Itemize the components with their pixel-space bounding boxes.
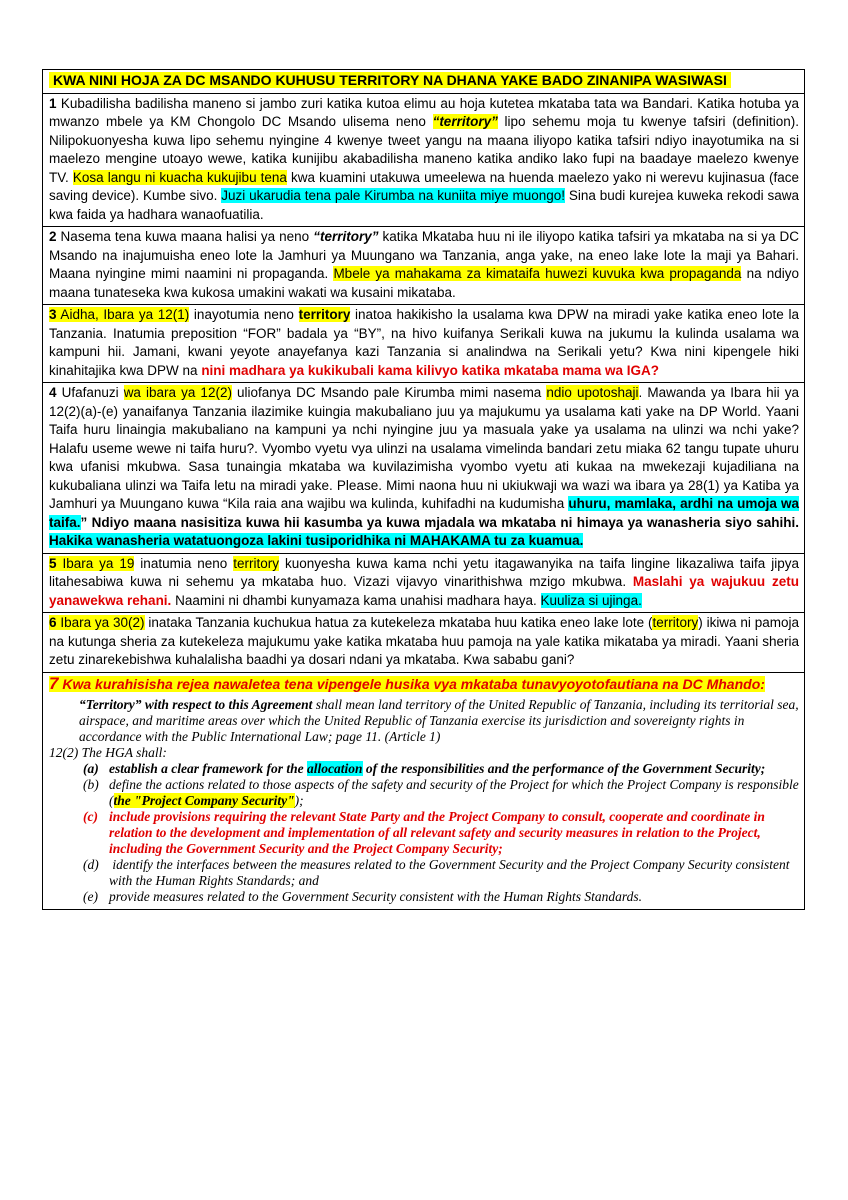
text: Kubadilisha badilisha maneno si jambo zuri katika kutoa elimu au hoja kutetea mkataba tata wa Bandari. Katika hotuba ya mwanzo mbele ya KM Chongolo DC Msando ulisema neno [49,95,799,129]
highlight-cyan: Juzi ukarudia tena pale Kirumba na kuniita miye muongo! [221,188,565,203]
text: define the actions related to those aspects of the safety and security of the Project for which the Project Company is responsible ( [109,777,799,808]
text: katika Mkataba huu ni ile iliyopo katika tafsiri ya mkataba na si ya DC Msando na inajumuisha eneo lote la Jamhuri ya Muungano wa Tanzania, anga yake, na eneo lake lote la maji ya Bahari. Maana nyingine mimi naamini ni propaganda. [49,229,799,281]
clause-label: (d) [83,857,99,872]
text: . Mawanda ya Ibara hii ya 12(2)(a)-(e) yanaifanya Tanzania ilazimike kuingia makubaliano juu ya majukumu ya usalama kati yake na DP World. Yaani Taifa huru linaingia makubaliano na kampuni ya nchi nyingine juu ya masuala yake ya usalama na ulinzi wa nchi yake? Halafu useme wewe ni taifa huru?. Vyombo vyetu vya ulinzi na usalama vimelinda bandari zetu miaka 62 tangu tupate uhuru kwa ufanisi mkubwa. Sasa tunaingia mkataba wa kuvilazimisha vyombo vyetu ati kukaa na mwekezaji kujadiliana na kukubaliana ulinzi wa Taifa letu na miradi yake. Please. Mimi naona huu ni ukiukwaji wa wazi wa ibara ya 28(1) ya Katiba ya Jamhuri ya Muungano kuwa “Kila raia ana wajibu wa kulinda, kuhifadhi na kudumisha [49,385,799,511]
clause-label: (a) [83,761,99,776]
highlight-yellow: Ibara ya 19 [56,555,135,571]
text: inayotumia neno [189,307,299,322]
text: identify the interfaces between the measures related to the Government Security and the Project Company Security consistent with the Human Rights Standards; and [109,857,790,888]
point-row-7 [43,672,805,910]
highlight-yellow: ndio upotoshaji [546,385,639,400]
text: include provisions requiring the relevant State Party and the Project Company to consult, cooperate and coordinate in relation to the development and implementation of all relevant safety and security measures in relation to the Project, including the Government Security and the Project Company Security; [109,809,765,856]
point-row-4 [43,383,805,554]
point-cell-4 [43,383,805,554]
point-cell-1 [43,93,805,227]
point-cell-2 [43,227,805,305]
highlight-cyan: allocation [307,761,363,776]
text: Ufafanuzi [56,385,124,400]
point-number: 7 [49,673,59,693]
clause-label: (e) [83,889,98,904]
argument-table [42,69,805,910]
territory-definition [49,697,799,745]
term-territory: territory [652,615,699,630]
term-territory: “territory” [432,114,498,129]
text: establish a clear framework for the [109,761,307,776]
point-number: 2 [49,229,57,244]
red-emphasis: Maslahi ya wajukuu zetu yanawekwa rehani. [49,574,800,608]
document-title: KWA NINI HOJA ZA DC MSANDO KUHUSU TERRITORY NA DHANA YAKE BADO ZINANIPA WASIWASI [49,72,731,88]
highlight-cyan: uhuru, mamlaka, ardhi na umoja wa taifa. [49,496,800,530]
point-row-3 [43,305,805,383]
row7-heading [49,673,765,693]
text: kwa kuamini utakuwa umeelewa na huenda maelezo yako ni werevu kujinasua (face saving device). Kumbe sivo. [49,169,799,203]
clause-a [49,761,799,777]
point-number: 5 [49,555,57,571]
highlight-yellow: Aidha, Ibara ya 12(1) [56,307,190,322]
document-page [42,69,805,910]
highlight-cyan: Kuuliza si ujinga. [540,592,642,608]
text: kuonyesha kuwa kama nchi yetu itagawanyika na taifa lingine likazaliwa taifa jipya litahesabiwa kuwa ni sehemu ya mkataba huo. Vizazi vijavyo vinarithishwa mzigo mkubwa. [49,555,800,589]
text: inatumia neno [134,555,234,571]
point-number: 1 [49,95,57,111]
red-emphasis: nini madhara ya kukikubali kama kilivyo katika mkataba mama wa IGA? [201,362,660,378]
bold-text: ” Ndiyo maana nasisitiza kuwa hii kasumba ya kuwa mjadala wa mkataba ni himaya ya wanasheria siyo sahihi. [80,514,799,530]
title-cell [43,70,805,94]
text: Naamini ni dhambi kunyamaza kama unahisi madhara haya. [171,592,541,608]
term-territory: territory [233,555,280,571]
point-number: 6 [49,615,57,630]
term-territory: “territory” [313,229,379,244]
text: of the responsibilities and the performance of the Government Security; [362,761,766,776]
point-cell-7 [43,672,805,910]
text: provide measures related to the Government Security consistent with the Human Rights Standards. [109,889,643,904]
clause-c [49,809,799,857]
text: Sina budi kurejea kuweka rekodi sawa kwa faida ya hadhara wanaofuatilia. [49,188,799,222]
text: na ndiyo maana tunateseka kwa kukosa umakini wakati wa kusaini mikataba. [49,266,799,300]
point-row-2 [43,227,805,305]
highlight-yellow: the "Project Company Security" [113,793,295,808]
text: Kwa kurahisisha rejea nawaletea tena vipengele husika vya mkataba tunavyoyotofautiana na DC Mhando: [58,675,765,692]
text: lipo sehemu moja tu kwenye tafsiri (definition). Nilipokuonyesha kuwa lipo sehemu nyingine 4 kwenye tweet yangu na maana iliyopo katika tafsiri ndiyo inayotumika na si maelezo mengine utoayo wewe, katika kunijibu akabadilisha maneno katika andiko lako fupi na baadaye maelezo kwenye TV. [49,114,799,185]
text: shall mean land territory of the United Republic of Tanzania, including its territorial sea, airspace, and maritime areas over which the United Republic of Tanzania exercise its jurisdiction and sovereignty rights in accordance with the Public International Law; page 11. (Article 1) [79,697,799,744]
bold-text: “Territory” with respect to this Agreement [79,697,313,712]
point-row-6 [43,613,805,673]
highlight-yellow: Ibara ya 30(2) [56,615,145,630]
point-row-5 [43,553,805,613]
point-cell-5 [43,553,805,613]
highlight-yellow: Kosa langu ni kuacha kukujibu tena [72,169,287,185]
point-cell-3 [43,305,805,383]
highlight-cyan: Hakika wanasheria watatuongoza lakini tusiporidhika ni MAHAKAMA tu za kuamua. [49,533,584,548]
point-cell-6 [43,613,805,673]
clause-label: (c) [83,809,98,824]
text: uliofanya DC Msando pale Kirumba mimi nasema [231,385,547,400]
highlight-yellow: Mbele ya mahakama za kimataifa huwezi kuvuka kwa propaganda [333,266,742,281]
term-territory: territory [298,307,351,322]
text: ) ikiwa ni pamoja na kutunga sheria za kutekeleza majukumu yake katika mkataba huu pamoja na yale katika mikataba ya miradi. Yaani sheria zetu zinarekebishwa kuhalalisha baadhi ya dosari ndani ya mkataba. Kwa sababu gani? [49,615,799,667]
point-number: 3 [49,307,57,322]
text: inataka Tanzania kuchukua hatua za kutekeleza mkataba huu katika eneo lake lote ( [144,615,653,630]
highlight-yellow: wa ibara ya 12(2) [123,385,232,400]
text: ); [294,793,304,808]
clause-d [49,857,799,889]
title-row [43,70,805,94]
text: inatoa hakikisho la usalama kwa DPW na miradi yake katika eneo lote la Tanzania. Inatumia preposition “FOR” badala ya “BY”, na hivo kuifanya Serikali kuwa na jukumu la kulinda usalama wa kampuni hii. Jamani, kwani yeyote anayefanya kazi Tanzania si analindwa na Serikali yetu? Kwa nini kipengele hiki kinahitajika kwa DPW na [49,307,799,378]
point-row-1 [43,93,805,227]
point-number: 4 [49,385,57,400]
clause-label: (b) [83,777,99,792]
hga-clause: 12(2) The HGA shall: [49,745,167,760]
clause-e [49,889,799,905]
text: Nasema tena kuwa maana halisi ya neno [56,229,314,244]
clause-b [49,777,799,809]
